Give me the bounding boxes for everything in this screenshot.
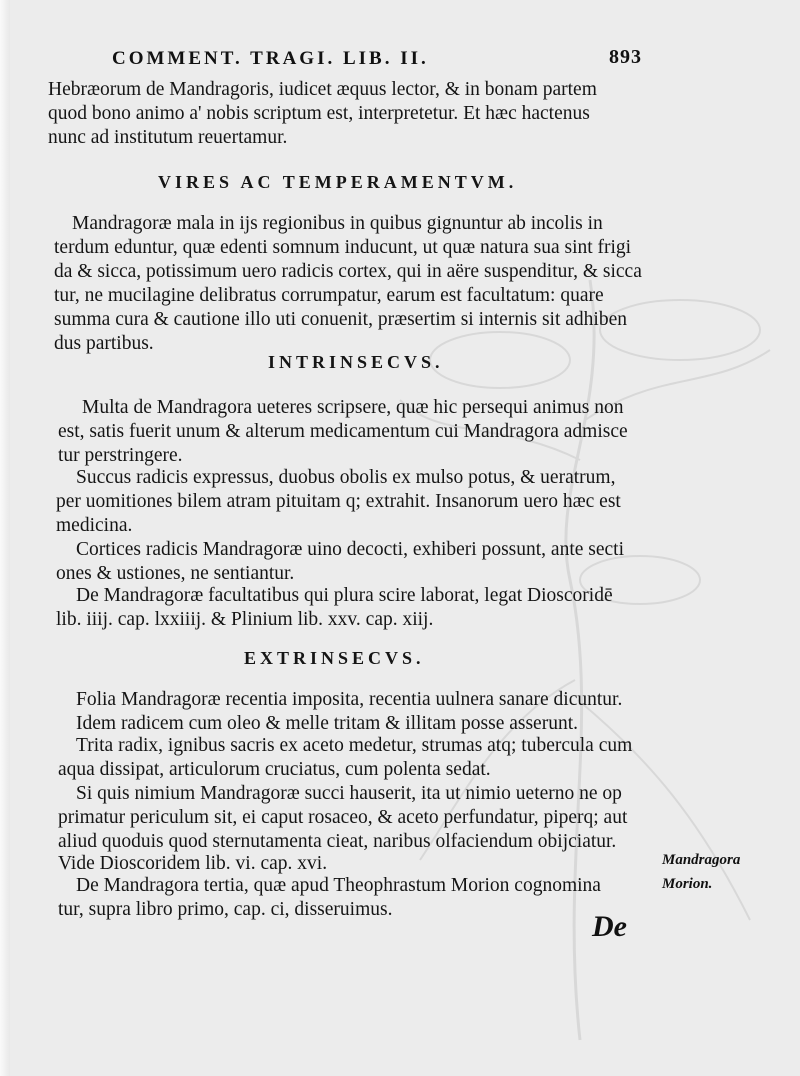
text-line: Succus radicis expressus, duobus obolis ex mulso potus, & ueratrum,: [76, 467, 616, 488]
text-line: terdum eduntur, quæ edenti somnum inducunt, ut quæ natura sua sint frigi: [54, 237, 632, 258]
text-line: lib. iiij. cap. lxxiiij. & Plinium lib. xxv. cap. xiij.: [56, 609, 434, 630]
text-line: tur, supra libro primo, cap. ci, disseruimus.: [58, 899, 393, 920]
marginal-note: [662, 848, 792, 896]
text-line: quod bono animo a' nobis scriptum est, interpretetur. Et hæc hactenus: [48, 103, 590, 124]
text-line: Si quis nimium Mandragoræ succi hauserit, ita ut nimio ueterno ne op: [76, 783, 622, 804]
text-line: tur, ne mucilagine delibratus corrumpatur, earum est facultatum: quare: [54, 285, 604, 306]
text-line: Trita radix, ignibus sacris ex aceto medetur, strumas atq; tubercula cum: [76, 735, 633, 756]
text-line: ones & ustiones, ne sentiantur.: [56, 563, 295, 584]
text-line: aqua dissipat, articulorum cruciatus, cum polenta sedat.: [58, 759, 491, 780]
text-line: nunc ad institutum reuertamur.: [48, 127, 288, 148]
marginal-note-line: Morion.: [662, 876, 713, 892]
text-line: Idem radicem cum oleo & melle tritam & illitam posse asserunt.: [76, 713, 578, 734]
text-line: aliud quoduis quod sternutamenta cieat, naribus olfaciendum obijciatur.: [58, 831, 617, 852]
running-title: COMMENT. TRAGI. LIB. II.: [112, 48, 429, 69]
text-line: medicina.: [56, 515, 133, 536]
text-line: summa cura & cautione illo uti conuenit, præsertim si internis sit adhiben: [54, 309, 627, 330]
text-line: per uomitiones bilem atram pituitam q; extrahit. Insanorum uero hæc est: [56, 491, 621, 512]
text-line: Cortices radicis Mandragoræ uino decocti, exhiberi possunt, ante secti: [76, 539, 625, 560]
text-line: Multa de Mandragora ueteres scripsere, quæ hic persequi animus non: [82, 397, 624, 418]
text-line: Folia Mandragoræ recentia imposita, recentia uulnera sanare dicuntur.: [76, 689, 623, 710]
page-header: [112, 48, 642, 78]
text-line: est, satis fuerit unum & alterum medicamentum cui Mandragora admisce: [58, 421, 628, 442]
section-heading: INTRINSECVS.: [268, 352, 444, 372]
page-edge-shadow: [0, 0, 10, 1076]
marginal-note-line: Mandragora: [662, 852, 741, 868]
text-line: Vide Dioscoridem lib. vi. cap. xvi.: [58, 853, 328, 874]
text-line: Mandragoræ mala in ijs regionibus in quibus gignuntur ab incolis in: [72, 213, 603, 234]
text-line: De Mandragora tertia, quæ apud Theophrastum Morion cognomina: [76, 875, 601, 896]
catchword: De: [592, 910, 627, 943]
section-heading: VIRES AC TEMPERAMENTVM.: [158, 172, 518, 192]
text-line: da & sicca, potissimum uero radicis cortex, qui in aëre suspenditur, & sicca: [54, 261, 642, 282]
text-line: Hebræorum de Mandragoris, iudicet æquus lector, & in bonam partem: [48, 79, 597, 100]
text-line: primatur periculum sit, ei caput rosaceo, & aceto perfundatur, piperq; aut: [58, 807, 628, 828]
text-line: tur perstringere.: [58, 445, 183, 466]
text-line: De Mandragoræ facultatibus qui plura scire laborat, legat Dioscoridē: [76, 585, 613, 606]
text-line: dus partibus.: [54, 333, 154, 354]
section-heading: EXTRINSECVS.: [244, 648, 425, 668]
page-number: 893: [609, 46, 642, 68]
